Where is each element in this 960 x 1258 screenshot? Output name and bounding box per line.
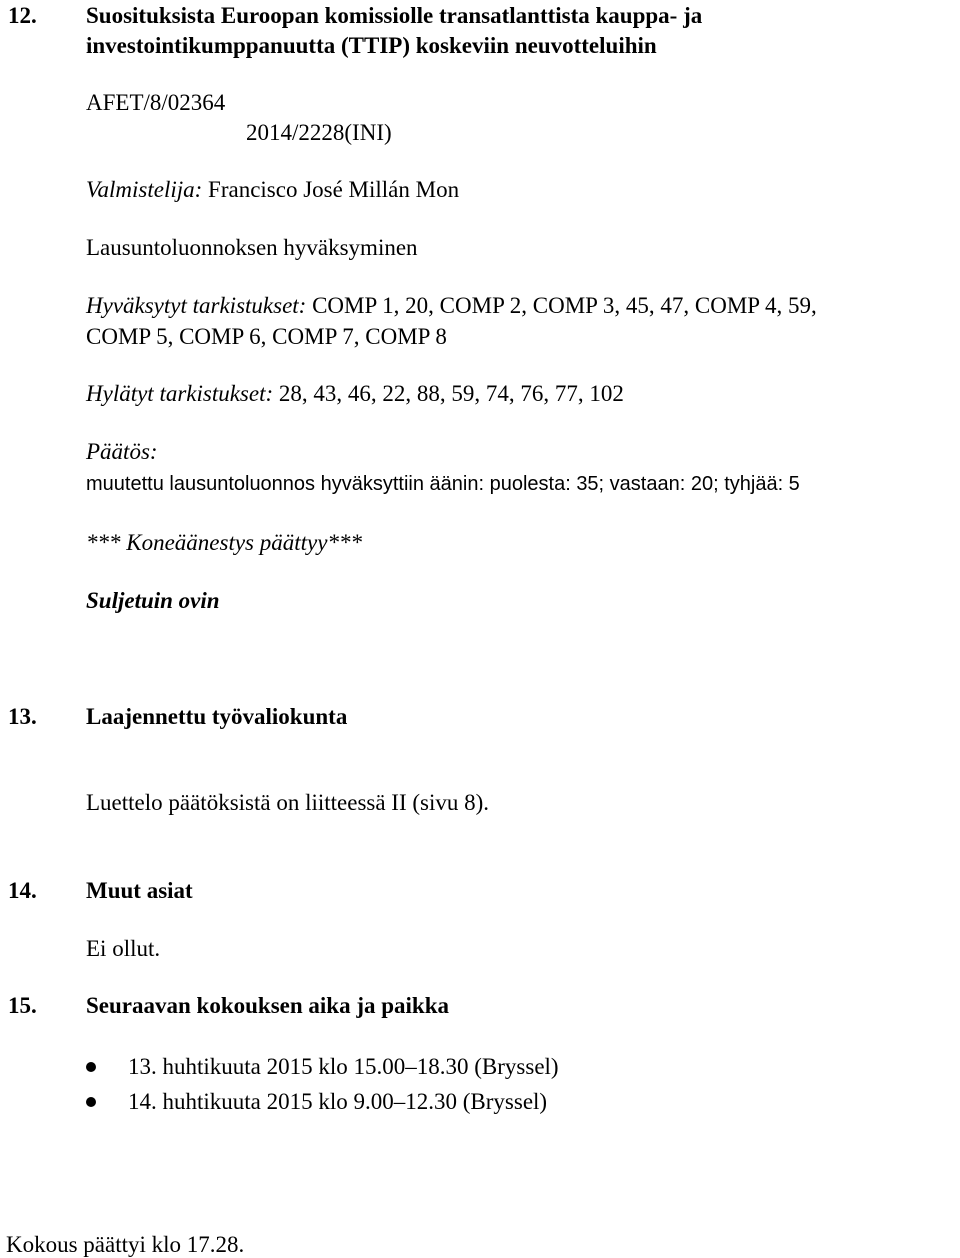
rejected-amendments-line <box>86 382 624 405</box>
rapporteur-label: Valmistelija: <box>86 177 203 202</box>
item-14-text: Ei ollut. <box>86 936 161 961</box>
reference-number: AFET/8/02364 <box>86 90 226 115</box>
meeting-closing-note: Kokous päättyi klo 17.28. <box>6 1232 245 1257</box>
item-15-number: 15. <box>8 993 37 1018</box>
item-13-title: Laajennettu työvaliokunta <box>86 704 348 729</box>
closed-session-note: Suljetuin ovin <box>86 588 220 613</box>
rapporteur-name: Francisco José Millán Mon <box>208 177 460 202</box>
decision-text: muutettu lausuntoluonnos hyväksyttiin äänin: puolesta: 35; vastaan: 20; tyhjää: 5 <box>86 473 800 495</box>
procedure-number: 2014/2228(INI) <box>246 120 392 145</box>
vote-end-note: *** Koneäänestys päättyy*** <box>86 530 362 555</box>
item-14-title: Muut asiat <box>86 878 193 903</box>
item-12-title-line2: investointikumppanuutta (TTIP) koskeviin neuvotteluihin <box>86 33 657 58</box>
accepted-label: Hyväksytyt tarkistukset: <box>86 293 307 318</box>
meeting-date-1: 13. huhtikuuta 2015 klo 15.00–18.30 (Bryssel) <box>128 1054 559 1079</box>
accepted-amendments-line1 <box>86 294 817 317</box>
bullet-icon <box>86 1062 96 1072</box>
rejected-label: Hylätyt tarkistukset: <box>86 381 274 406</box>
decision-label: Päätös: <box>86 439 158 464</box>
item-15-title: Seuraavan kokouksen aika ja paikka <box>86 993 450 1018</box>
item-12-number: 12. <box>8 3 37 28</box>
meeting-date-2: 14. huhtikuuta 2015 klo 9.00–12.30 (Bryssel) <box>128 1089 548 1114</box>
item-13-text: Luettelo päätöksistä on liitteessä II (sivu 8). <box>86 790 490 815</box>
bullet-icon <box>86 1097 96 1107</box>
item-13-number: 13. <box>8 704 37 729</box>
accepted-values-line2: COMP 5, COMP 6, COMP 7, COMP 8 <box>86 324 447 349</box>
accepted-values-line1: COMP 1, 20, COMP 2, COMP 3, 45, 47, COMP 4, 59, <box>312 293 817 318</box>
rapporteur-line <box>86 178 459 201</box>
item-12-title-line1: Suosituksista Euroopan komissiolle transatlanttista kauppa- ja <box>86 3 703 28</box>
rejected-values: 28, 43, 46, 22, 88, 59, 74, 76, 77, 102 <box>278 381 624 406</box>
item-14-number: 14. <box>8 878 37 903</box>
adoption-line: Lausuntoluonnoksen hyväksyminen <box>86 235 418 260</box>
